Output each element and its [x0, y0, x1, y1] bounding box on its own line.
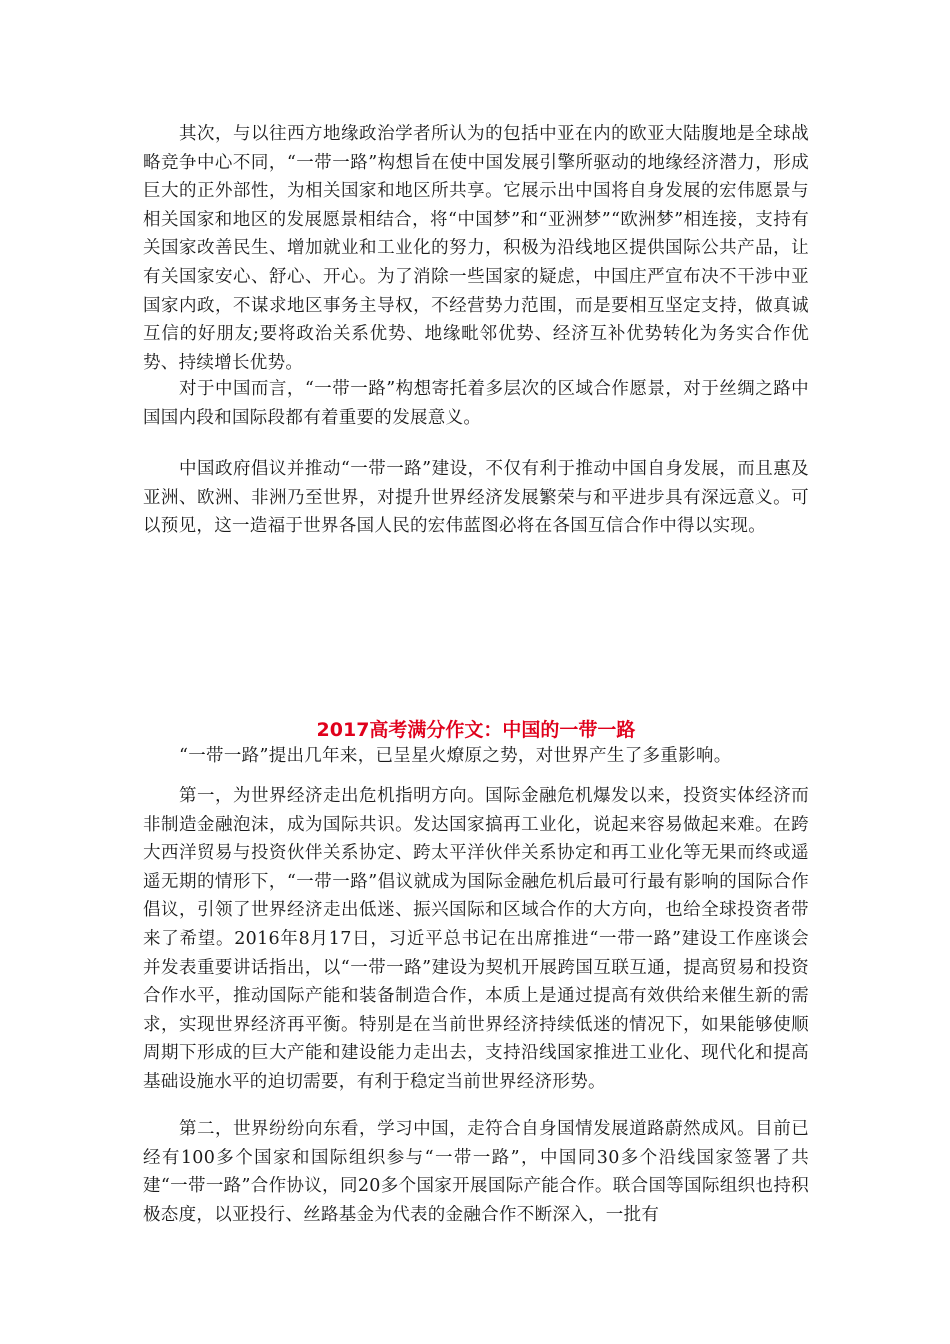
essay-intro: “一带一路”提出几年来，已呈星火燎原之势，对世界产生了多重影响。: [179, 746, 732, 766]
paragraph-conclusion: 中国政府倡议并推动“一带一路”建设，不仅有利于推动中国自身发展，而且惠及亚洲、欧洲、非洲乃至世界，对提升世界经济发展繁荣与和平进步具有深远意义。可以预见，这一造福于世界各国人民的宏伟蓝图必将在各国互信合作中得以实现。: [143, 459, 809, 537]
essay-title: 2017高考满分作文：中国的一带一路: [316, 719, 636, 741]
paragraph-geo-economics: 其次，与以往西方地缘政治学者所认为的包括中亚在内的欧亚大陆腹地是全球战略竞争中心不同，“一带一路”构想旨在使中国发展引擎所驱动的地缘经济潜力，形成巨大的正外部性，为相关国家和地区所共享。它展示出中国将自身发展的宏伟愿景与相关国家和地区的发展愿景相结合，将“中国梦”和“亚洲梦”“欧洲梦”相连接，支持有关国家改善民生、增加就业和工业化的努力，积极为沿线地区提供国际公共产品，让有关国家安心、舒心、开心。为了消除一些国家的疑虑，中国庄严宣布决不干涉中亚国家内政，不谋求地区事务主导权，不经营势力范围，而是要相互坚定支持，做真诚互信的好朋友;要将政治关系优势、地缘毗邻优势、经济互补优势转化为务实合作优势、持续增长优势。: [143, 124, 809, 373]
essay-section-first: 第一，为世界经济走出危机指明方向。国际金融危机爆发以来，投资实体经济而非制造金融泡沫，成为国际共识。发达国家搞再工业化，说起来容易做起来难。在跨大西洋贸易与投资伙伴关系协定、跨太平洋伙伴关系协定和再工业化等无果而终或遥遥无期的情形下，“一带一路”倡议就成为国际金融危机后最可行最有影响的国际合作倡议，引领了世界经济走出低迷、振兴国际和区域合作的大方向，也给全球投资者带来了希望。2016年8月17日，习近平总书记在出席推进“一带一路”建设工作座谈会并发表重要讲话指出，以“一带一路”建设为契机开展跨国互联互通，提高贸易和投资合作水平，推动国际产能和装备制造合作，本质上是通过提高有效供给来催生新的需求，实现世界经济再平衡。特别是在当前世界经济持续低迷的情况下，如果能够使顺周期下形成的巨大产能和建设能力走出去，支持沿线国家推进工业化、现代化和提高基础设施水平的迫切需要，有利于稳定当前世界经济形势。: [143, 786, 809, 1092]
paragraph-regional-cooperation: 对于中国而言，“一带一路”构想寄托着多层次的区域合作愿景，对于丝绸之路中国国内段和国际段都有着重要的发展意义。: [143, 379, 809, 428]
essay-section-second: 第二，世界纷纷向东看，学习中国，走符合自身国情发展道路蔚然成风。目前已经有100多个国家和国际组织参与“一带一路”，中国同30多个沿线国家签署了共建“一带一路”合作协议，同20多个国家开展国际产能合作。联合国等国际组织也持积极态度，以亚投行、丝路基金为代表的金融合作不断深入，一批有: [143, 1119, 809, 1225]
